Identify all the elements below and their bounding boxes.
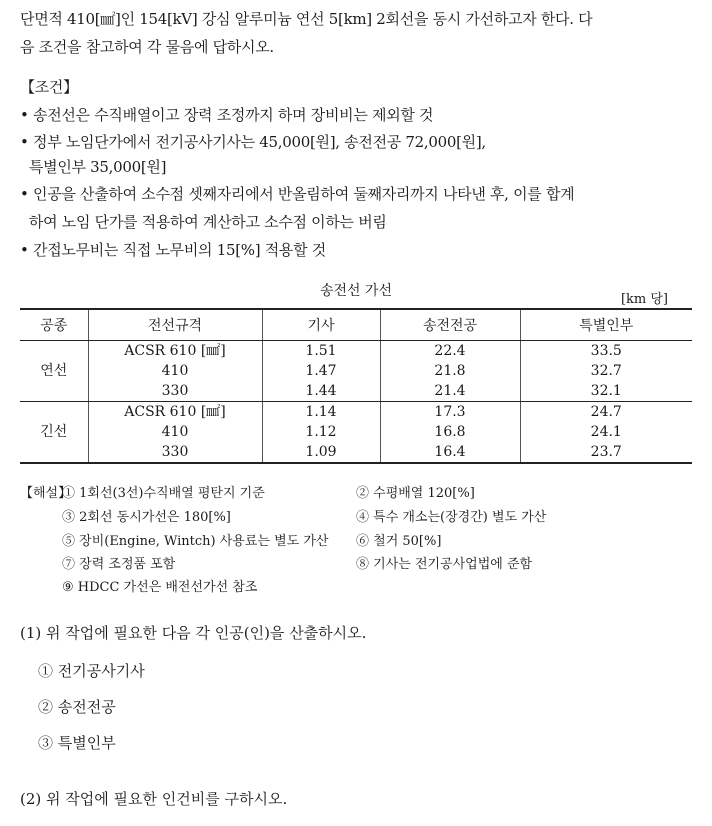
table-cell: 16.4 [380, 442, 520, 463]
group-cell: 연선 [20, 341, 88, 402]
table-row [20, 442, 692, 463]
table-row [20, 402, 692, 423]
question-1-item: ③ 특별인부 [38, 734, 116, 752]
table-row [20, 361, 692, 381]
note-item: ① 1회선(3선)수직배열 평탄지 기준 [62, 486, 265, 501]
table-unit: [km 당] [620, 292, 668, 307]
labor-table [20, 308, 692, 464]
table-cell: 1.47 [262, 361, 380, 381]
note-item: ⑧ 기사는 전기공사업법에 준함 [356, 557, 533, 572]
table-cell: 1.44 [262, 381, 380, 402]
table-row [20, 422, 692, 442]
question-1-item: ② 송전전공 [38, 698, 116, 716]
table-row [20, 381, 692, 402]
note-item: ③ 2회선 동시가선은 180[%] [62, 510, 231, 525]
header-cell: 전선규격 [88, 309, 262, 341]
condition-item: • 인공을 산출하여 소수점 셋째자리에서 반올림하여 둘째자리까지 나타낸 후, 이를 합계 [20, 185, 575, 203]
table-cell: 330 [88, 442, 262, 463]
table-cell: 17.3 [380, 402, 520, 423]
table-cell: 22.4 [380, 341, 520, 362]
condition-item: 특별인부 35,000[원] [20, 158, 167, 176]
table-cell: 1.12 [262, 422, 380, 442]
table-cell: 32.1 [520, 381, 692, 402]
table-cell: 410 [88, 422, 262, 442]
condition-item: • 간접노무비는 직접 노무비의 15[%] 적용할 것 [20, 241, 326, 259]
table-cell: 21.8 [380, 361, 520, 381]
note-item: ⑥ 철거 50[%] [356, 534, 442, 549]
header-cell: 특별인부 [520, 309, 692, 341]
header-cell: 기사 [262, 309, 380, 341]
group-cell: 긴선 [20, 402, 88, 464]
table-cell: 330 [88, 381, 262, 402]
table-header [20, 309, 692, 341]
question-1: (1) 위 작업에 필요한 다음 각 인공(인)을 산출하시오. [20, 624, 367, 642]
note-item: ② 수평배열 120[%] [356, 486, 475, 501]
table-caption: 송전선 가선 [319, 283, 393, 299]
table-cell: 1.09 [262, 442, 380, 463]
note-item: ⑨ HDCC 가선은 배전선가선 참조 [62, 580, 258, 595]
table-cell: 32.7 [520, 361, 692, 381]
table-row [20, 341, 692, 362]
note-item: ⑤ 장비(Engine, Wintch) 사용료는 별도 가산 [62, 534, 329, 549]
table-cell: ACSR 610 [㎟] [88, 341, 262, 362]
table-cell: 21.4 [380, 381, 520, 402]
header-cell: 송전전공 [380, 309, 520, 341]
table-cell: 24.7 [520, 402, 692, 423]
table-cell: ACSR 610 [㎟] [88, 402, 262, 423]
table-cell: 410 [88, 361, 262, 381]
header-cell: 공종 [20, 309, 88, 341]
note-item: ⑦ 장력 조정품 포함 [62, 557, 176, 572]
conditions-title: 【조건】 [20, 78, 78, 96]
intro-line: 음 조건을 참고하여 각 물음에 답하시오. [20, 38, 274, 56]
table-cell: 23.7 [520, 442, 692, 463]
condition-item: 하여 노임 단가를 적용하여 계산하고 소수점 이하는 버림 [20, 213, 387, 231]
question-1-item: ① 전기공사기사 [38, 662, 145, 680]
table-cell: 1.14 [262, 402, 380, 423]
condition-item: • 정부 노임단가에서 전기공사기사는 45,000[원], 송전전공 72,000[원], [20, 133, 486, 151]
condition-item: • 송전선은 수직배열이고 장력 조정까지 하며 장비비는 제외할 것 [20, 106, 434, 124]
notes-label: 【해설】 [20, 486, 72, 501]
question-2: (2) 위 작업에 필요한 인건비를 구하시오. [20, 790, 288, 808]
table-cell: 1.51 [262, 341, 380, 362]
table-cell: 33.5 [520, 341, 692, 362]
table-cell: 16.8 [380, 422, 520, 442]
intro-line: 단면적 410[㎟]인 154[kV] 강심 알루미늄 연선 5[km] 2회선을 동시 가선하고자 한다. 다 [20, 10, 593, 28]
note-item: ④ 특수 개소는(장경간) 별도 가산 [356, 510, 547, 525]
table-cell: 24.1 [520, 422, 692, 442]
